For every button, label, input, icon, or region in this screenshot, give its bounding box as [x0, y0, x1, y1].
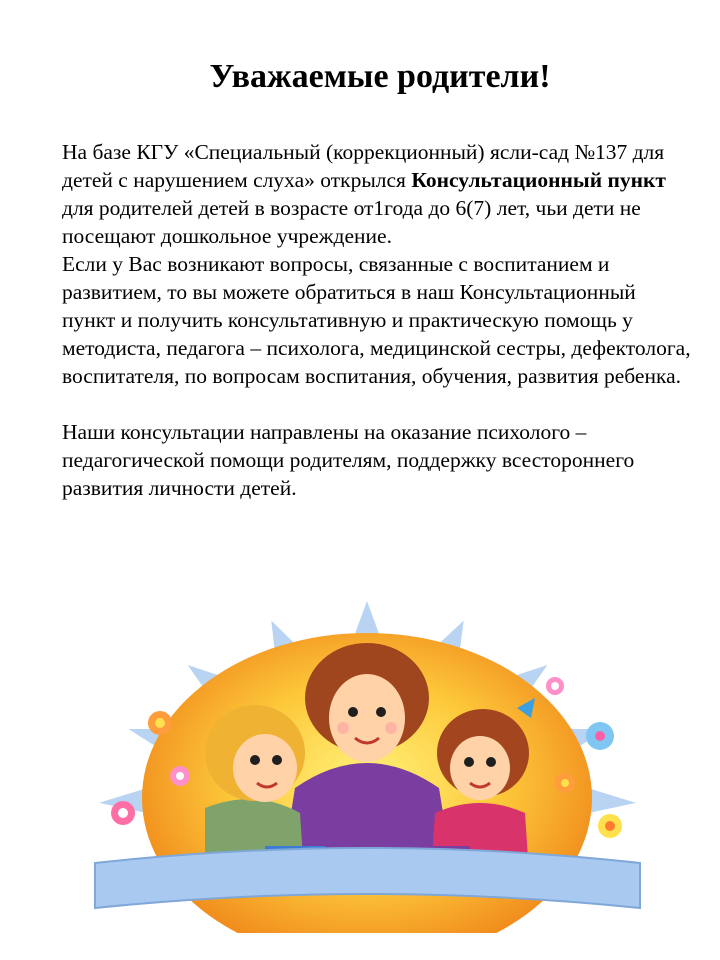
paragraph-intro [62, 138, 692, 250]
paragraph-goals: Наши консультации направлены на оказание психолого – педагогической помощи родителям, поддержку всестороннего развития личности детей. [62, 420, 635, 500]
intro-tail: для родителей детей в возрасте от1года до 6(7) лет, чьи дети не посещают дошкольное учреждение. [62, 196, 641, 248]
teacher-children-illustration [55, 588, 680, 933]
intro-lead: На базе КГУ «Специальный (коррекционный) ясли-сад №137 для детей с нарушением слуха» открылся [62, 140, 665, 192]
page-title: Уважаемые родители! [209, 58, 551, 95]
paragraph-spacer [62, 390, 692, 418]
body-text [62, 138, 692, 502]
intro-bold: Консультационный пункт [411, 168, 666, 192]
paragraph-questions: Если у Вас возникают вопросы, связанные с воспитанием и развитием, то вы можете обратиться в наш Консультационный пункт и получить консультативную и практическую помощь у методиста, педагога – психолога, медицинской сестры, дефектолога, воспитателя, по вопросам воспитания, обучения, развития ребенка. [62, 252, 691, 388]
